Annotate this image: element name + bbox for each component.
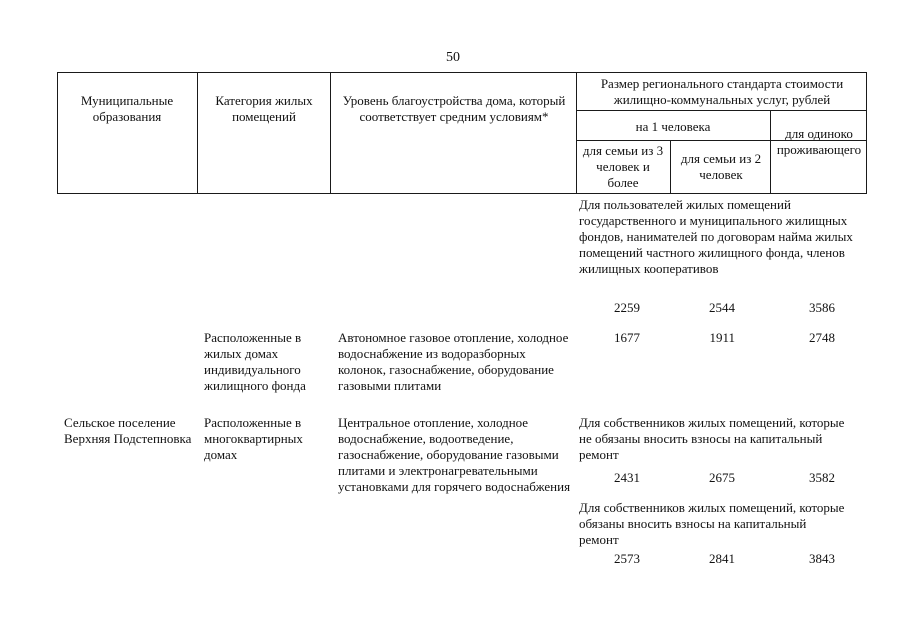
note-owners-obliged: Для собственников жилых помещений, которые обязаны вносить взносы на капитальный ремонт bbox=[579, 500, 845, 547]
table-border-right bbox=[866, 72, 867, 194]
value-family2: 2544 bbox=[709, 300, 735, 315]
table-rule bbox=[330, 72, 331, 194]
table-rule bbox=[770, 110, 771, 194]
header-family-3: для семьи из 3 человек и более bbox=[582, 143, 664, 190]
table-rule bbox=[576, 72, 577, 194]
header-municipality: Муниципальные образования bbox=[80, 93, 174, 124]
table-border-bottom bbox=[57, 193, 867, 194]
header-category: Категория жилых помещений bbox=[215, 93, 313, 124]
amenities-apartments: Центральное отопление, холодное водоснабжение, водоотведение, газоснабжение, оборудование газовыми плитами и электронагревательными установками для горячего водоснабжения bbox=[338, 415, 571, 494]
note-users: Для пользователей жилых помещений государственного и муниципального жилищных фондов, нанимателей по договорам найма жилых помещений частного жилищного фонда, членов жилищных кооперативов bbox=[579, 197, 853, 276]
header-amenities: Уровень благоустройства дома, который соответствует средним условиям* bbox=[342, 93, 566, 124]
table-border-left bbox=[57, 72, 58, 194]
header-per-person: на 1 человека bbox=[635, 119, 711, 134]
value-family3: 2431 bbox=[614, 470, 640, 485]
header-family-2: для семьи из 2 человек bbox=[680, 151, 762, 182]
page-number: 50 bbox=[446, 50, 460, 65]
municipality-name: Сельское поселение Верхняя Подстепновка bbox=[64, 415, 192, 446]
value-single: 2748 bbox=[809, 330, 835, 345]
value-family2: 2841 bbox=[709, 551, 735, 566]
header-standard-size: Размер регионального стандарта стоимости жилищно-коммунальных услуг, рублей bbox=[600, 76, 844, 107]
value-family3: 2259 bbox=[614, 300, 640, 315]
category-individual: Расположенные в жилых домах индивидуального жилищного фонда bbox=[204, 330, 306, 393]
table-rule bbox=[197, 72, 198, 194]
note-owners-not-obliged: Для собственников жилых помещений, которые не обязаны вносить взносы на капитальный ремонт bbox=[579, 415, 845, 462]
header-single: для одиноко проживающего bbox=[776, 126, 862, 157]
value-family2: 1911 bbox=[709, 330, 735, 345]
value-single: 3582 bbox=[809, 470, 835, 485]
table-border-top bbox=[57, 72, 867, 73]
amenities-individual: Автономное газовое отопление, холодное водоснабжение из водоразборных колонок, газоснабжение, оборудование газовыми плитами bbox=[338, 330, 569, 393]
value-family2: 2675 bbox=[709, 470, 735, 485]
value-single: 3586 bbox=[809, 300, 835, 315]
table-rule bbox=[576, 110, 867, 111]
category-apartments: Расположенные в многоквартирных домах bbox=[204, 415, 303, 462]
value-family3: 1677 bbox=[614, 330, 640, 345]
table-rule bbox=[670, 140, 671, 194]
value-single: 3843 bbox=[809, 551, 835, 566]
value-family3: 2573 bbox=[614, 551, 640, 566]
